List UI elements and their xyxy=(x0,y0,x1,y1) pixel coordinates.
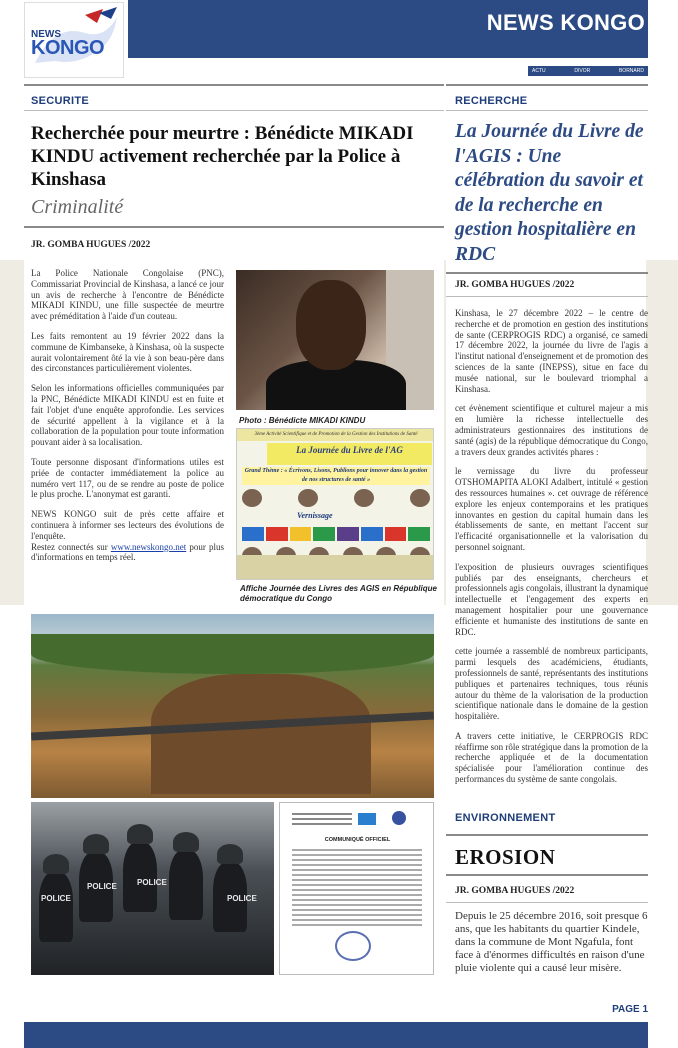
headline-right[interactable]: La Journée du Livre de l'AGIS : Une célébration du savoir et de la recherche en gestion hospitalière en RDC xyxy=(455,121,644,265)
suspect-photo xyxy=(236,270,434,410)
page-number: PAGE 1 xyxy=(612,1004,648,1015)
divider xyxy=(446,84,648,86)
logo-news: NEWS xyxy=(31,29,61,40)
paragraph: Les faits remontent au 19 février 2022 dans la commune de Kimbanseke, à Kinshasa, où la suspecte aurait volontairement ôté la vie à son beau-père dans des circonstances particulièrement violentes. xyxy=(31,330,224,374)
poster-vernissage: Vernissage xyxy=(297,511,333,520)
footer-bar xyxy=(24,1022,648,1048)
paragraph: le vernissage du livre du professeur OTSHOMAPITA ALOKI Adalbert, intitulé « gestion des ressources humaines ». cet ouvrage de référence explore les enjeux contemporains et les pratiques innovantes en gestion du capital humain dans les établissements de sante, en mettant l'accent sur l'efficacité organisationnelle et la valorisation du personnel soignant. xyxy=(455,466,648,552)
nav-item[interactable]: DIVOR xyxy=(574,68,591,74)
poster-top: 3ème Activité Scientifique et de Promotion de la Gestion des Institutions de Santé xyxy=(237,429,434,441)
police-photo xyxy=(31,802,274,975)
article-body-erosion: Depuis le 25 décembre 2016, soit presque 6 ans, que les habitants du quartier Kindele, dans la commune de Mont Ngafula, font face à d'énormes difficultés en raison d'une pluie violente qui a causé leur misère. xyxy=(455,910,648,974)
erosion-title[interactable]: EROSION xyxy=(455,845,556,869)
event-poster xyxy=(236,428,434,580)
poster-theme: Grand Thème : « Écrivons, Lisons, Publions pour innover dans la gestion de nos structures de santé » xyxy=(242,467,430,485)
divider xyxy=(446,296,648,297)
official-communique xyxy=(279,802,434,975)
police-label: POLICE xyxy=(41,894,71,903)
poster-caption: Affiche Journée des Livres des AGIS en République démocratique du Congo xyxy=(240,584,437,603)
police-label: POLICE xyxy=(227,894,257,903)
paragraph-link: Restez connectés sur www.newskongo.net pour plus d'informations en temps réel. xyxy=(31,541,224,563)
masthead-title: NEWS KONGO xyxy=(486,10,645,35)
divider xyxy=(24,110,444,111)
masthead-nav xyxy=(528,66,648,76)
police-seal-icon xyxy=(392,811,406,825)
section-label-securite[interactable]: SECURITE xyxy=(31,95,90,107)
divider xyxy=(446,110,648,111)
headline-left[interactable]: Recherchée pour meurtre : Bénédicte MIKADI KINDU activement recherchée par la Police à Kinshasa xyxy=(31,123,414,190)
divider xyxy=(24,226,444,228)
poster-title: La Journée du Livre de l'AG xyxy=(267,443,432,465)
paragraph: cet évènement scientifique et culturel majeur a mis en lumière la richesse intellectuelle des administrateurs gestionnaires des institutions de santé (agis) de la république démocratique du Congo, a travers deux grandes activités phares : xyxy=(455,403,648,457)
byline-left: JR. GOMBA HUGUES /2022 xyxy=(31,240,151,250)
logo[interactable] xyxy=(24,2,124,78)
article-body-right xyxy=(455,308,648,794)
kicker-left: Criminalité xyxy=(31,196,124,218)
erosion-photo xyxy=(31,614,434,798)
paragraph: cette journée a rassemblé de nombreux participants, parmi lesquels des académiciens, étudiants, professionnels de santé, représentants des institutions publiques et partenaires techniques, tous réunis autour du thème de la valorisation de la production scientifique nationale dans le domaine de la gestion hospitalière. xyxy=(455,646,648,722)
photo-caption: Photo : Bénédicte MIKADI KINDU xyxy=(239,416,366,425)
site-link[interactable]: www.newskongo.net xyxy=(110,541,187,552)
logo-kongo: KONGO xyxy=(31,37,105,59)
paragraph: l'exposition de plusieurs ouvrages scientifiques publiés par des enseignants, chercheurs et professionnels agis congolais, illustrant la dynamique intellectuelle et l'engagement des experts en management hospitalier pour une gouvernance efficiente et humaniste des institutions de sante en RDC. xyxy=(455,561,648,637)
police-label: POLICE xyxy=(137,878,167,887)
byline-erosion: JR. GOMBA HUGUES /2022 xyxy=(455,886,575,896)
section-label-environnement[interactable]: ENVIRONNEMENT xyxy=(455,812,556,824)
paragraph: Toute personne disposant d'informations utiles est priée de contacter immédiatement la police au numéro vert 117, ou de se rendre au poste de police le plus proche. L'anonymat est garanti. xyxy=(31,456,224,500)
nav-item[interactable]: ACTU xyxy=(532,68,546,74)
paragraph: Selon les informations officielles communiquées par la PNC, Bénédicte MIKADI KINDU est en fuite et fait l'objet d'une enquête approfondie. Les services de sécurité appellent à la vigilance et à la collaboration de la population pour toute information pouvant aider à sa localisation. xyxy=(31,383,224,448)
divider xyxy=(446,834,648,836)
flag-icon xyxy=(358,813,376,825)
stamp-icon xyxy=(335,931,371,961)
paragraph: Kinshasa, le 27 décembre 2022 – le centre de recherche et de promotion en gestion des institutions de sante (CERPROGIS RDC) a organisé, ce samedi 17 décembre 2022, la journée du livre de l'agis a l'institut national d'enseignement et de promotion des sciences de la sante (INEPSS), situe en face du musée national, sur le boulevard triomphal a Kinshasa. xyxy=(455,308,648,394)
communique-title: COMMUNIQUÉ OFFICIEL xyxy=(324,837,391,843)
police-label: POLICE xyxy=(87,882,117,891)
paragraph: La Police Nationale Congolaise (PNC), Commissariat Provincial de Kinshasa, a lancé ce jour un avis de recherche à l'encontre de Bénédicte MIKADI KINDU, une fille suspectée de meurtre avec préméditation à l'aide d'un couteau. xyxy=(31,268,224,322)
divider xyxy=(446,272,648,274)
divider xyxy=(24,84,444,86)
article-body-left xyxy=(31,268,224,572)
paragraph: A travers cette initiative, le CERPROGIS RDC réaffirme son rôle stratégique dans la promotion de la recherche appliquée et de la documentation spécialisée pour l'amélioration continue des performances du système de sante congolais. xyxy=(455,730,648,785)
byline-right: JR. GOMBA HUGUES /2022 xyxy=(455,280,575,290)
section-label-recherche[interactable]: RECHERCHE xyxy=(455,95,528,107)
paragraph: NEWS KONGO suit de près cette affaire et continuera à informer ses lecteurs des évolutions de l'enquête. xyxy=(31,509,224,541)
nav-item[interactable]: BORNARD xyxy=(618,68,644,74)
divider xyxy=(446,874,648,876)
divider xyxy=(446,902,648,903)
